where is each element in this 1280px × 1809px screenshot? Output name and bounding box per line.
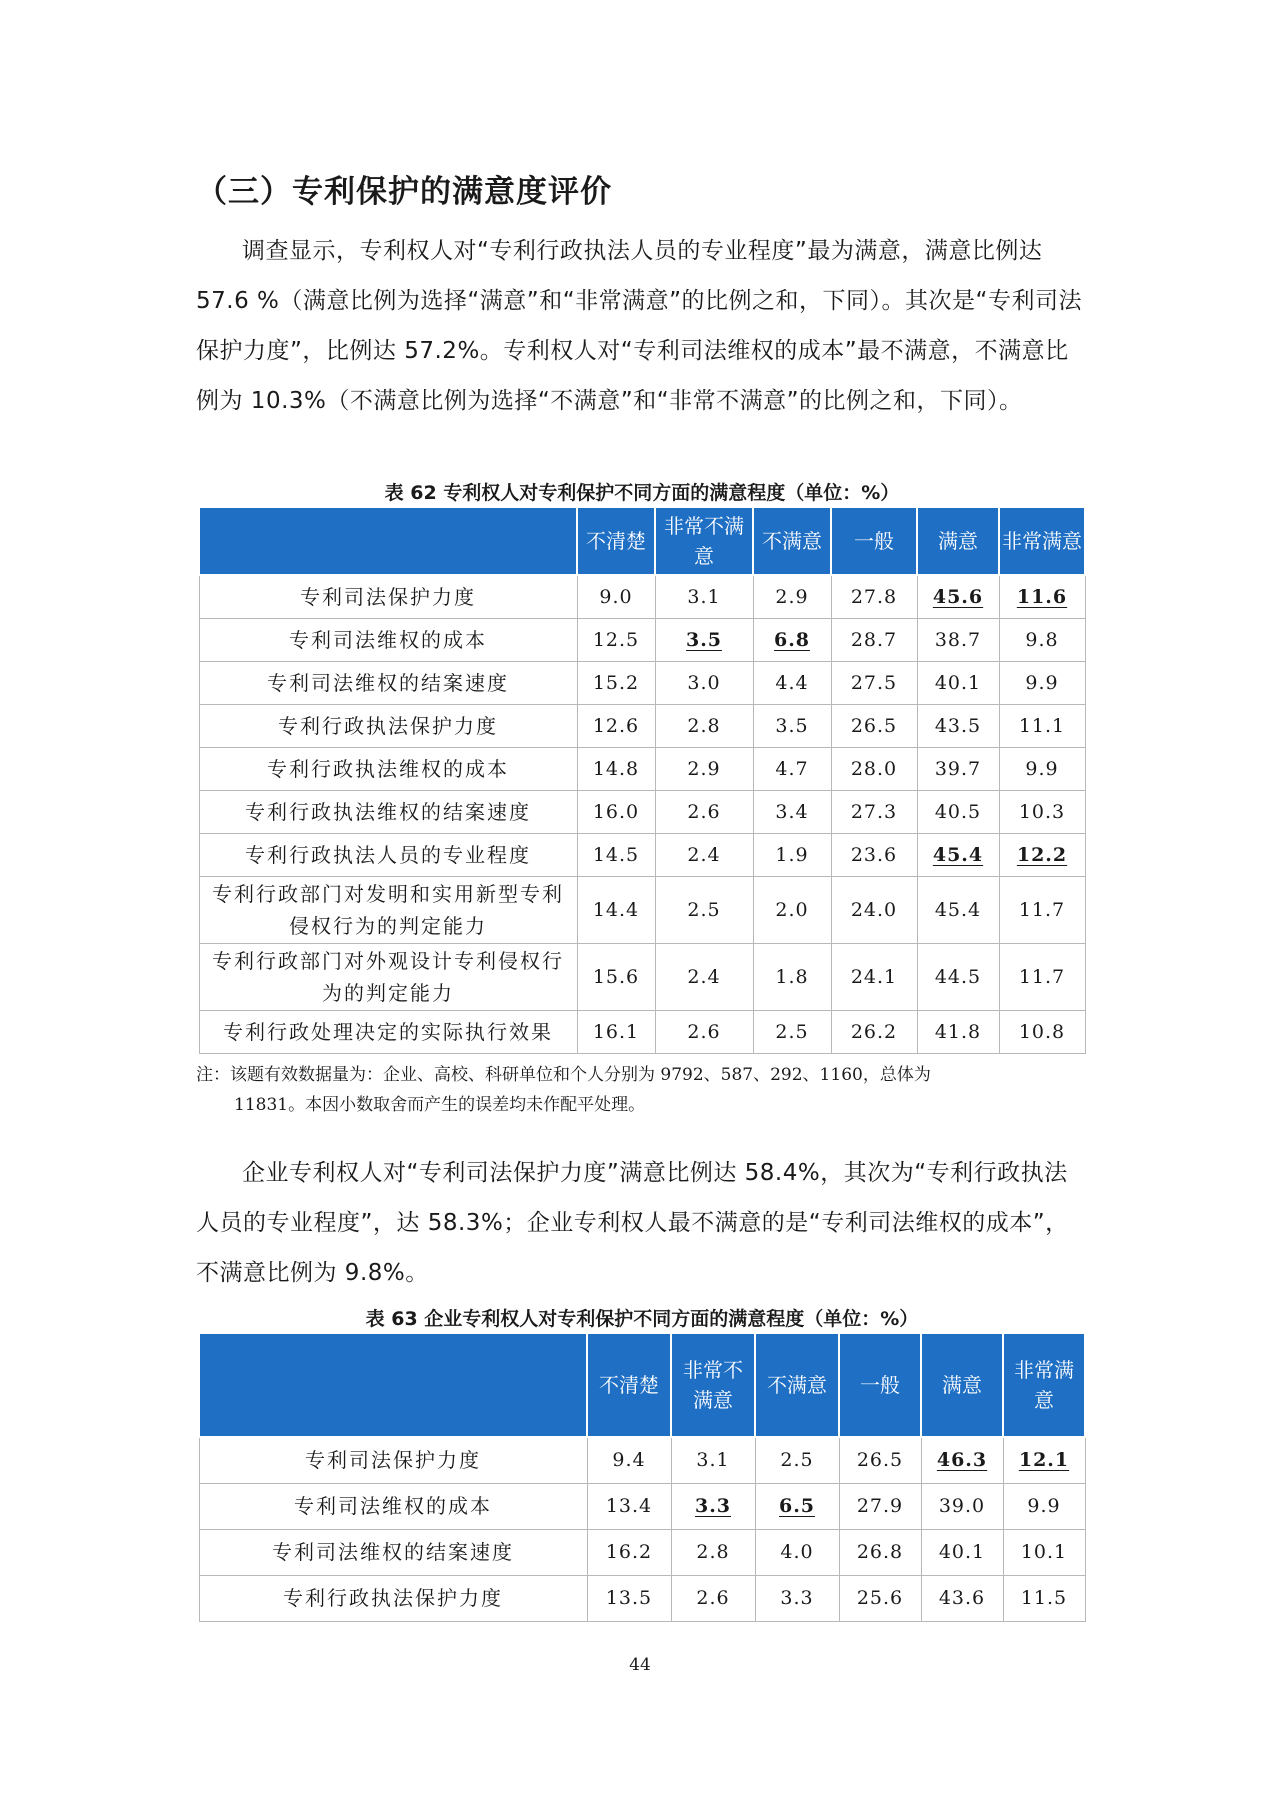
cell: 40.5 [917,790,999,833]
cell: 9.0 [577,575,655,618]
table-row [199,704,1085,747]
cell: 10.8 [999,1010,1085,1053]
table-row [199,1529,1085,1575]
table63-header-unclear: 不清楚 [587,1333,671,1437]
cell-highlight [655,618,753,661]
row-label: 专利行政执法人员的专业程度 [199,833,577,876]
paragraph-intro [196,226,1088,426]
cell: 9.9 [999,661,1085,704]
cell: 2.8 [655,704,753,747]
table62-note-line1: 注：该题有效数据量为：企业、高校、科研单位和个人分别为 9792、587、292、1160，总体为 [196,1065,931,1085]
row-label: 专利行政部门对外观设计专利侵权行为的判定能力 [199,943,577,1010]
cell-highlight [671,1483,755,1529]
cell: 24.1 [831,943,917,1010]
table62-header-satisfied: 满意 [917,507,999,575]
cell: 9.4 [587,1437,671,1483]
cell: 2.5 [755,1437,839,1483]
table63-header-satisfied: 满意 [921,1333,1003,1437]
row-label: 专利行政执法保护力度 [199,704,577,747]
row-label: 专利司法维权的结案速度 [199,661,577,704]
cell: 2.5 [753,1010,831,1053]
cell: 9.8 [999,618,1085,661]
cell: 41.8 [917,1010,999,1053]
cell: 3.3 [755,1575,839,1621]
cell: 13.4 [587,1483,671,1529]
cell: 26.5 [831,704,917,747]
cell: 4.4 [753,661,831,704]
highlight-value: 45.4 [932,843,984,866]
cell: 25.6 [839,1575,921,1621]
page-number: 44 [629,1655,651,1675]
table62-header-unclear: 不清楚 [577,507,655,575]
table62-caption: 表 62 专利权人对专利保护不同方面的满意程度（单位：%） [384,482,900,504]
cell: 2.8 [671,1529,755,1575]
cell: 10.1 [1003,1529,1085,1575]
cell: 12.6 [577,704,655,747]
cell: 26.8 [839,1529,921,1575]
table-row [199,1437,1085,1483]
cell-highlight [921,1437,1003,1483]
highlight-value: 6.5 [778,1495,816,1517]
cell: 1.8 [753,943,831,1010]
cell: 43.6 [921,1575,1003,1621]
cell: 15.6 [577,943,655,1010]
cell: 38.7 [917,618,999,661]
cell: 9.9 [999,747,1085,790]
table62-body [199,575,1085,1053]
highlight-value: 12.1 [1018,1449,1070,1472]
paragraph-enterprise [196,1148,1088,1298]
cell: 15.2 [577,661,655,704]
table-row [199,747,1085,790]
cell: 2.6 [671,1575,755,1621]
table62-note [196,1060,1096,1120]
table63 [198,1332,1086,1622]
cell: 39.7 [917,747,999,790]
cell: 14.8 [577,747,655,790]
table63-header-very-dissatisfied: 非常不满意 [671,1333,755,1437]
cell: 40.1 [921,1529,1003,1575]
table-row [199,1483,1085,1529]
cell-highlight [999,575,1085,618]
row-label: 专利行政部门对发明和实用新型专利侵权行为的判定能力 [199,876,577,943]
table62-header-dissatisfied: 不满意 [753,507,831,575]
cell: 2.5 [655,876,753,943]
cell: 16.2 [587,1529,671,1575]
cell: 26.2 [831,1010,917,1053]
cell: 2.9 [655,747,753,790]
row-label: 专利司法保护力度 [199,575,577,618]
row-label: 专利司法维权的成本 [199,618,577,661]
cell-highlight [755,1483,839,1529]
row-label: 专利司法保护力度 [199,1437,587,1483]
table-row [199,943,1085,1010]
cell: 4.7 [753,747,831,790]
highlight-value: 46.3 [936,1449,988,1472]
table63-header-very-satisfied: 非常满意 [1003,1333,1085,1437]
cell: 3.0 [655,661,753,704]
table63-header-neutral: 一般 [839,1333,921,1437]
cell: 40.1 [917,661,999,704]
table63-caption: 表 63 企业专利权人对专利保护不同方面的满意程度（单位：%） [365,1308,919,1330]
table-row [199,1575,1085,1621]
cell: 9.9 [1003,1483,1085,1529]
cell: 3.5 [753,704,831,747]
cell: 12.5 [577,618,655,661]
table63-header-row [199,1333,1085,1437]
table-row [199,661,1085,704]
table62-header-very-dissatisfied: 非常不满意 [655,507,753,575]
table62-header-very-satisfied: 非常满意 [999,507,1085,575]
cell: 45.4 [917,876,999,943]
row-label: 专利司法维权的结案速度 [199,1529,587,1575]
cell: 2.6 [655,790,753,833]
cell: 3.1 [655,575,753,618]
table-row [199,1010,1085,1053]
cell: 1.9 [753,833,831,876]
cell: 27.8 [831,575,917,618]
cell: 27.5 [831,661,917,704]
cell: 16.1 [577,1010,655,1053]
cell: 2.6 [655,1010,753,1053]
cell: 4.0 [755,1529,839,1575]
cell-highlight [1003,1437,1085,1483]
row-label: 专利行政执法保护力度 [199,1575,587,1621]
cell: 26.5 [839,1437,921,1483]
cell: 14.5 [577,833,655,876]
cell: 44.5 [917,943,999,1010]
row-label: 专利司法维权的成本 [199,1483,587,1529]
highlight-value: 12.2 [1016,843,1068,866]
table-row [199,618,1085,661]
cell-highlight [917,575,999,618]
highlight-value: 3.5 [685,628,723,651]
cell: 28.7 [831,618,917,661]
cell: 11.7 [999,876,1085,943]
paragraph-intro-text: 调查显示，专利权人对“专利行政执法人员的专业程度”最为满意，满意比例达 57.6 %（满意比例为选择“满意”和“非常满意”的比例之和，下同）。其次是“专利司法保护力度”，比例达 57.2%。专利权人对“专利司法维权的成本”最不满意，不满意比例为 10.3%（不满意比例为选择“不满意”和“非常不满意”的比例之和，下同）。 [196,238,1082,414]
cell: 43.5 [917,704,999,747]
highlight-value: 45.6 [932,585,984,608]
cell: 14.4 [577,876,655,943]
highlight-value: 3.3 [694,1495,732,1517]
cell: 24.0 [831,876,917,943]
table62-header-neutral: 一般 [831,507,917,575]
cell: 39.0 [921,1483,1003,1529]
section-title: （三）专利保护的满意度评价 [196,174,612,210]
cell: 3.1 [671,1437,755,1483]
row-label: 专利行政处理决定的实际执行效果 [199,1010,577,1053]
cell-highlight [753,618,831,661]
cell: 10.3 [999,790,1085,833]
highlight-value: 11.6 [1016,585,1068,608]
table62 [198,506,1086,1054]
table-row [199,876,1085,943]
table62-header-blank [199,507,577,575]
cell: 16.0 [577,790,655,833]
cell: 23.6 [831,833,917,876]
cell: 2.9 [753,575,831,618]
row-label: 专利行政执法维权的结案速度 [199,790,577,833]
paragraph-enterprise-text: 企业专利权人对“专利司法保护力度”满意比例达 58.4%，其次为“专利行政执法人员的专业程度”，达 58.3%；企业专利权人最不满意的是“专利司法维权的成本”，不满意比例为 9.8%。 [196,1160,1069,1286]
row-label: 专利行政执法维权的成本 [199,747,577,790]
cell: 28.0 [831,747,917,790]
cell: 2.4 [655,943,753,1010]
table63-header-blank [199,1333,587,1437]
table62-header-row [199,507,1085,575]
cell: 3.4 [753,790,831,833]
cell: 2.4 [655,833,753,876]
cell-highlight [999,833,1085,876]
cell: 11.1 [999,704,1085,747]
cell: 11.5 [1003,1575,1085,1621]
table62-note-line2: 11831。本因小数取舍而产生的误差均未作配平处理。 [234,1095,646,1115]
table63-header-dissatisfied: 不满意 [755,1333,839,1437]
highlight-value: 6.8 [773,628,811,651]
table-row [199,575,1085,618]
cell: 13.5 [587,1575,671,1621]
cell: 11.7 [999,943,1085,1010]
cell: 27.3 [831,790,917,833]
cell: 2.0 [753,876,831,943]
cell: 27.9 [839,1483,921,1529]
table-row [199,833,1085,876]
table-row [199,790,1085,833]
cell-highlight [917,833,999,876]
table63-body [199,1437,1085,1621]
